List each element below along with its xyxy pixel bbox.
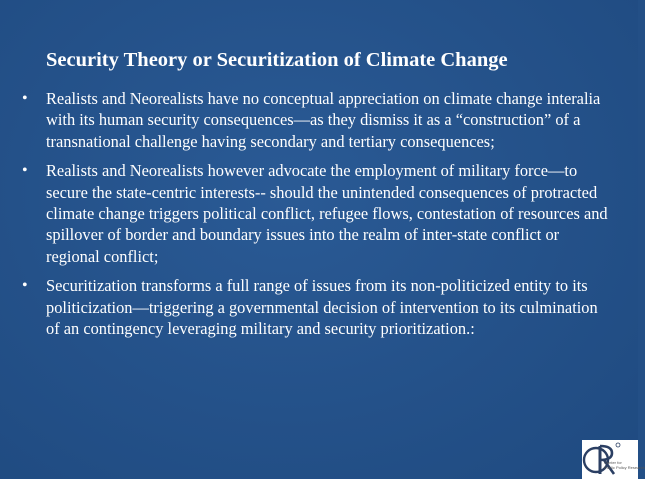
bullet-item [20, 160, 610, 267]
bullet-icon: • [22, 162, 28, 180]
bullet-item [20, 88, 610, 152]
bullet-icon: • [22, 90, 28, 107]
bullet-text: Realists and Neorealists have no conceptual appreciation on climate change interalia with its human security consequences—as they dismiss it as a “construction” of a transnational challenge having secondary and tertiary consequences; [46, 89, 601, 151]
bullet-list [20, 88, 610, 347]
bullet-icon: • [22, 277, 28, 295]
logo-caption: Center for Public Policy Research [604, 460, 645, 470]
bullet-text: Securitization transforms a full range of issues from its non-politicized entity to its politicization—triggering a governmental decision of intervention to its culmination of an contingency leveraging military and security prioritization.: [46, 276, 598, 339]
cpr-logo [582, 440, 645, 479]
slide-title: Security Theory or Securitization of Climate Change [46, 49, 508, 71]
bullet-item [20, 275, 610, 339]
bullet-text: Realists and Neorealists however advocate the employment of military force—to secure the state-centric interests-- should the unintended consequences of protracted climate change triggers political conflict, refugee flows, contestation of resources and spillover of border and boundary issues into the realm of inter-state conflict or regional conflict; [46, 161, 608, 266]
